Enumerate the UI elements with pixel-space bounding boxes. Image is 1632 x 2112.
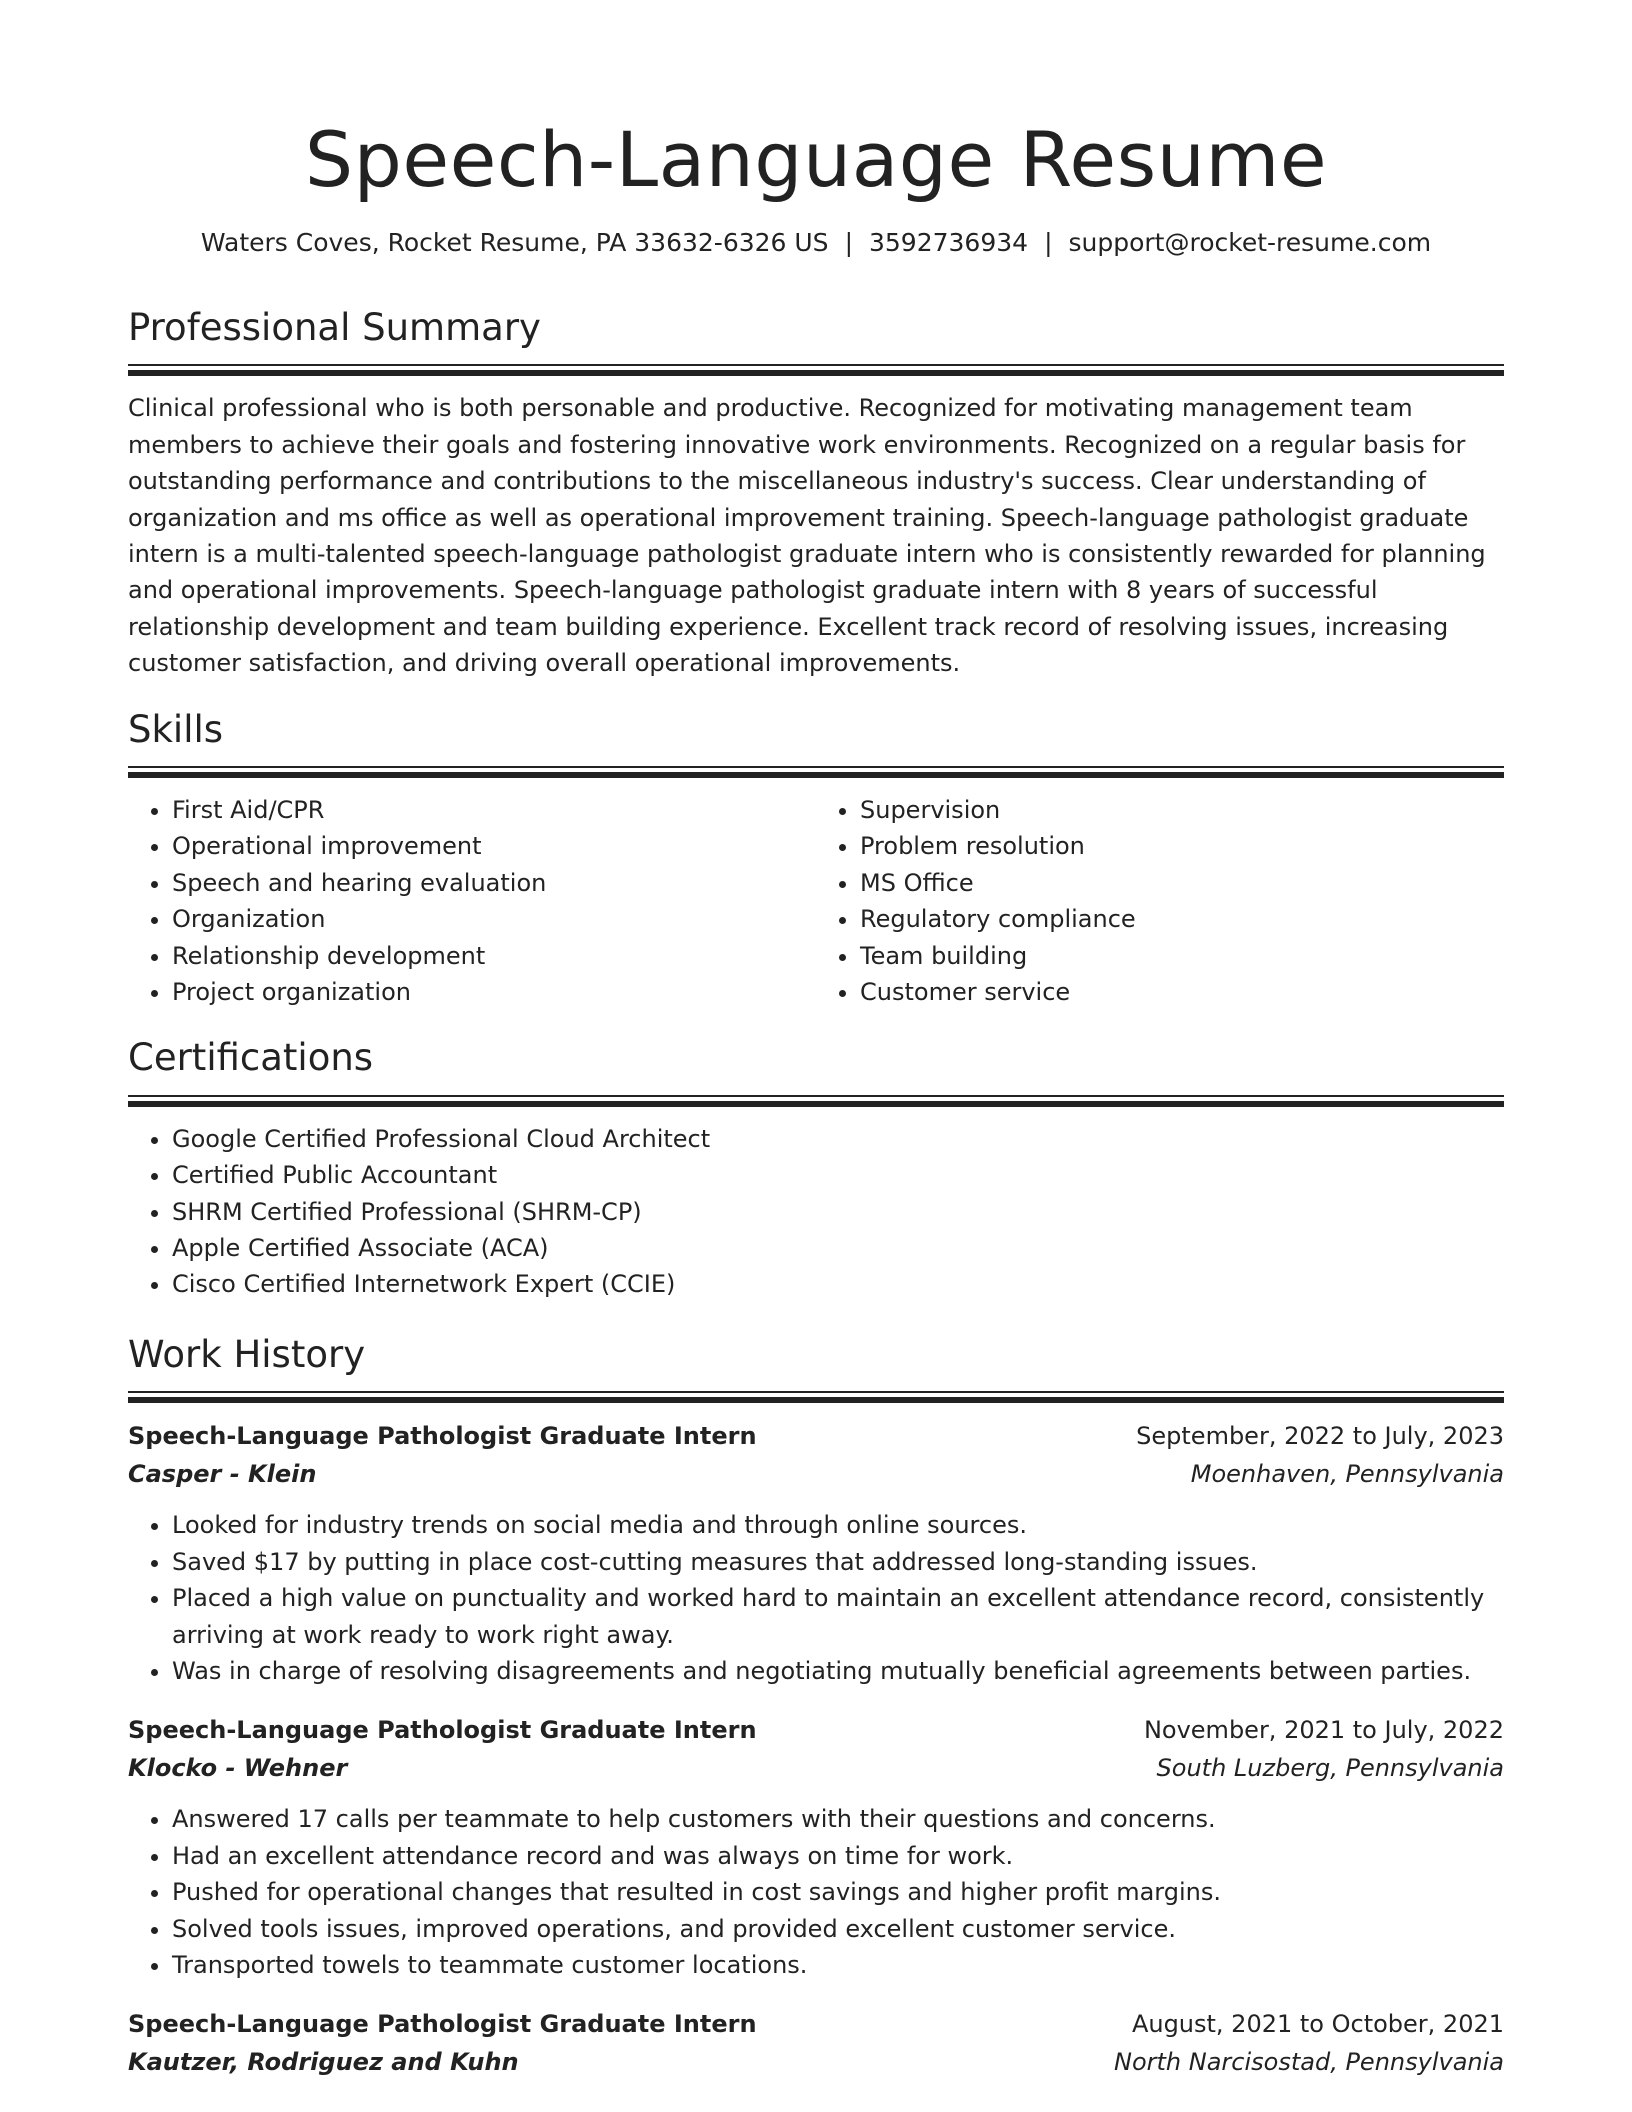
certification-item: • Apple Certified Associate (ACA) — [172, 1230, 1504, 1266]
job-location: Moenhaven, Pennsylvania — [1190, 1460, 1504, 1489]
job-company: Klocko - Wehner — [128, 1754, 348, 1783]
job-subheader-row — [128, 1749, 1504, 1787]
work-history-heading: Work History — [128, 1332, 366, 1376]
skill-item: • Relationship development — [172, 938, 816, 974]
job-company: Casper - Klein — [128, 1460, 317, 1489]
job-dates: November, 2021 to July, 2022 — [1143, 1716, 1504, 1745]
skill-item: • Team building — [860, 938, 1504, 974]
job-title: Speech-Language Pathologist Graduate Intern — [128, 2010, 757, 2039]
skill-item: • MS Office — [860, 865, 1504, 901]
certification-item: • Cisco Certified Internetwork Expert (CCIE) — [172, 1266, 1504, 1302]
certifications-heading: Certifications — [128, 1036, 374, 1080]
job-bullet: • Had an excellent attendance record and was always on time for work. — [172, 1838, 1504, 1874]
contact-line — [128, 228, 1504, 258]
skills-list-right — [816, 792, 1504, 1010]
job-bullet: • Placed a high value on punctuality and worked hard to maintain an excellent attendance record, consistently arriving at work ready to work right away. — [172, 1580, 1504, 1653]
skills-column-left — [128, 792, 816, 1010]
job-company: Kautzer, Rodriguez and Kuhn — [128, 2048, 519, 2077]
certifications-section — [128, 1036, 1504, 1302]
skills-grid — [128, 792, 1504, 1010]
certification-item: • Google Certified Professional Cloud Architect — [172, 1121, 1504, 1157]
contact-address: Waters Coves, Rocket Resume, PA 33632-6326 US — [200, 228, 829, 257]
job-entry — [128, 1417, 1504, 1689]
job-title: Speech-Language Pathologist Graduate Intern — [128, 1716, 757, 1745]
job-bullet: • Solved tools issues, improved operations, and provided excellent customer service. — [172, 1911, 1504, 1947]
contact-phone: 3592736934 — [869, 228, 1029, 257]
skills-heading: Skills — [128, 707, 224, 751]
section-divider-thin — [128, 1095, 1504, 1097]
contact-email: support@rocket-resume.com — [1068, 228, 1432, 257]
section-divider-thick — [128, 1101, 1504, 1107]
summary-text: Clinical professional who is both personable and productive. Recognized for motivating management team members to achieve their goals and fostering innovative work environments. Recognized on a regular basis for outstanding performance and contributions to the miscellaneous industry's success. Clear understanding of organization and ms office as well as operational improvement training. Speech-language pathologist graduate intern is a multi-talented speech-language pathologist graduate intern who is consistently rewarded for planning and operational improvements. Speech-language pathologist graduate intern with 8 years of successful relationship development and team building experience. Excellent track record of resolving issues, increasing customer satisfaction, and driving overall operational improvements. — [128, 394, 1486, 678]
job-header-row — [128, 1711, 1504, 1749]
skill-item: • Speech and hearing evaluation — [172, 865, 816, 901]
job-bullets — [128, 1801, 1504, 1983]
summary-heading: Professional Summary — [128, 306, 541, 349]
certification-item: • Certified Public Accountant — [172, 1157, 1504, 1193]
section-divider-thin — [128, 1391, 1504, 1393]
job-bullets — [128, 1507, 1504, 1689]
section-divider-thick — [128, 370, 1504, 376]
job-title: Speech-Language Pathologist Graduate Intern — [128, 1422, 757, 1451]
certifications-list — [128, 1121, 1504, 1303]
job-dates: September, 2022 to July, 2023 — [1136, 1422, 1504, 1451]
skill-item: • First Aid/CPR — [172, 792, 816, 828]
section-divider-thick — [128, 1397, 1504, 1403]
job-location: South Luzberg, Pennsylvania — [1156, 1754, 1504, 1783]
section-divider-thick — [128, 772, 1504, 778]
job-subheader-row — [128, 1455, 1504, 1493]
section-divider-thin — [128, 766, 1504, 768]
summary-section — [128, 306, 1504, 682]
job-bullet: • Answered 17 calls per teammate to help customers with their questions and concerns. — [172, 1801, 1504, 1837]
job-dates: August, 2021 to October, 2021 — [1131, 2010, 1504, 2039]
skill-item: • Regulatory compliance — [860, 901, 1504, 937]
contact-separator: | — [1044, 228, 1053, 257]
job-subheader-row — [128, 2043, 1504, 2081]
job-entry — [128, 2005, 1504, 2081]
job-bullet: • Saved $17 by putting in place cost-cutting measures that addressed long-standing issues. — [172, 1544, 1504, 1580]
skill-item: • Supervision — [860, 792, 1504, 828]
skill-item: • Operational improvement — [172, 828, 816, 864]
skill-item: • Customer service — [860, 974, 1504, 1010]
job-entry — [128, 1711, 1504, 1983]
work-history-section — [128, 1333, 1504, 2081]
skill-item: • Project organization — [172, 974, 816, 1010]
job-header-row — [128, 2005, 1504, 2043]
job-bullet: • Transported towels to teammate customer locations. — [172, 1947, 1504, 1983]
job-location: North Narcisostad, Pennsylvania — [1114, 2048, 1504, 2077]
skills-list-left — [128, 792, 816, 1010]
skill-item: • Organization — [172, 901, 816, 937]
job-header-row — [128, 1417, 1504, 1455]
skills-section — [128, 708, 1504, 1011]
section-divider-thin — [128, 364, 1504, 366]
job-bullet: • Pushed for operational changes that resulted in cost savings and higher profit margins. — [172, 1874, 1504, 1910]
contact-separator: | — [844, 228, 853, 257]
resume-title: Speech-Language Resume — [304, 115, 1328, 204]
skill-item: • Problem resolution — [860, 828, 1504, 864]
job-bullet: • Looked for industry trends on social media and through online sources. — [172, 1507, 1504, 1543]
job-bullet: • Was in charge of resolving disagreements and negotiating mutually beneficial agreements between parties. — [172, 1653, 1504, 1689]
certification-item: • SHRM Certified Professional (SHRM-CP) — [172, 1194, 1504, 1230]
skills-column-right — [816, 792, 1504, 1010]
